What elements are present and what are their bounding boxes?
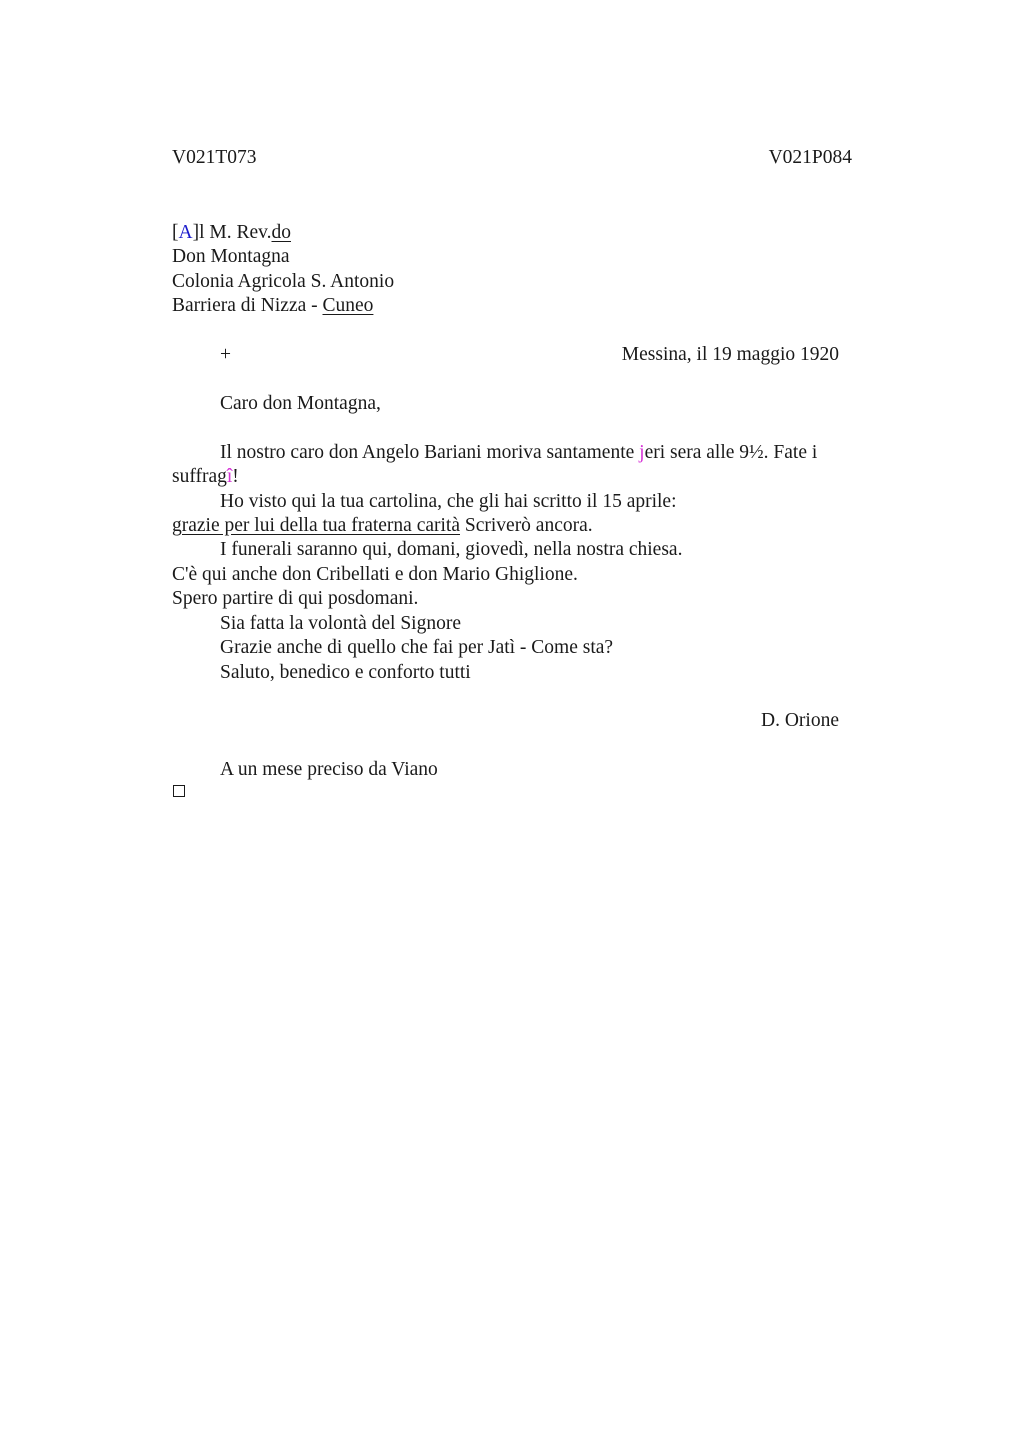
underlined-phrase: grazie per lui della tua fraterna carità [172, 515, 460, 536]
cross-mark: + [220, 344, 231, 365]
body-paragraph-4: C'è qui anche don Cribellati e don Mario Ghiglione. [172, 564, 578, 585]
address-line-3: Colonia Agricola S. Antonio [172, 271, 395, 292]
square-marker-icon [173, 785, 185, 797]
address-line-1 [172, 221, 291, 245]
body-paragraph-1-continued [172, 465, 239, 489]
greeting: Caro don Montagna, [220, 393, 381, 414]
body-paragraph-2-continued [172, 514, 593, 538]
address-line-2: Don Montagna [172, 246, 290, 267]
address-title: ]l M. Rev. [192, 222, 272, 243]
body-text: Scriverò ancora. [460, 515, 593, 536]
address-abbrev: do [271, 222, 291, 243]
body-paragraph-5: Spero partire di qui posdomani. [172, 588, 419, 609]
body-text: eri sera alle 9½. Fate i [644, 442, 818, 463]
highlighted-letter: î [226, 466, 233, 487]
document-code-right: V021P084 [768, 147, 852, 168]
body-text: ! [232, 466, 239, 487]
letter-page [172, 0, 852, 1450]
body-paragraph-6: Sia fatta la volontà del Signore [220, 613, 461, 634]
body-paragraph-8: Saluto, benedico e conforto tutti [220, 662, 471, 683]
document-code-left: V021T073 [172, 147, 257, 168]
postscript: A un mese preciso da Viano [220, 759, 438, 780]
address-street: Barriera di Nizza - [172, 295, 323, 316]
body-paragraph-7: Grazie anche di quello che fai per Jatì - Come sta? [220, 637, 614, 658]
restored-initial: A [178, 222, 193, 243]
body-paragraph-1 [220, 441, 817, 465]
highlighted-letter: j [639, 442, 645, 463]
signature: D. Orione [761, 710, 839, 731]
body-paragraph-2: Ho visto qui la tua cartolina, che gli hai scritto il 15 aprile: [220, 491, 677, 512]
address-city: Cuneo [322, 295, 374, 316]
body-text: Il nostro caro don Angelo Bariani moriva santamente [220, 442, 640, 463]
body-text: suffrag [172, 466, 227, 487]
address-line-4 [172, 294, 373, 318]
body-paragraph-3: I funerali saranno qui, domani, giovedì, nella nostra chiesa. [220, 539, 683, 560]
bracket-open: [ [172, 222, 179, 243]
place-date: Messina, il 19 maggio 1920 [621, 344, 839, 365]
